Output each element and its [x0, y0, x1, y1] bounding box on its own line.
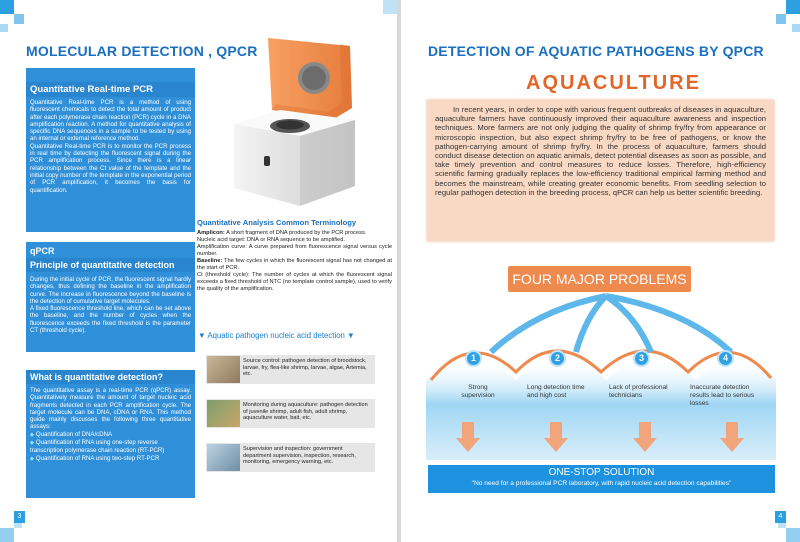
terminology-item: Ct (threshold cycle): The number of cycles at which the fluorescent signal exceeds a fixed threshold of NTC (no template control sample), used to verify the quality of the amplification.: [197, 272, 392, 292]
qpcr-paragraph: Quantitative Real-time PCR is to monitor the PCR process in real time by detecting the fluorescent signal during the PCR amplification process. Since there is a linear relationship between the Ct value of the template and the initial copy number of the template in the exponential period of PCR amplification, it becomes the basis for quantification.: [30, 142, 191, 194]
right-page-title: DETECTION OF AQUATIC PATHOGENS BY QPCR: [428, 43, 764, 59]
page-number-right: 4: [775, 511, 786, 523]
problem-number-badge: 4: [717, 350, 734, 367]
aquatic-item-supervision: Supervision and inspection: government department supervision, inspection, research, monitoring, emergency warning, etc.: [206, 443, 375, 472]
problem-number-badge: 2: [549, 350, 566, 367]
list-item: ◆ Quantification of RNA using one-step reverse transcription polymerase chain reaction (RT-PCR): [30, 439, 165, 455]
corner-square: [0, 528, 14, 542]
bullet-icon: ◆: [30, 440, 34, 447]
corner-square: [14, 14, 24, 24]
corner-square: [776, 14, 786, 24]
principle-paragraph: During the initial cycle of PCR, the fluorescent signal hardly changes, thus defining the baseline in the amplification curve. The increase in fluorescence beyond the baseline is the detection of cumulative target molecules.: [30, 276, 191, 305]
shrimp-photo: [207, 400, 240, 427]
corner-square: [786, 528, 800, 542]
corner-square: [786, 0, 800, 14]
aquatic-detection-heading: ▼ Aquatic pathogen nucleic acid detection ▼: [198, 331, 355, 340]
left-page-title: MOLECULAR DETECTION , QPCR: [26, 43, 258, 59]
principle-heading-2: Principle of quantitative detection: [26, 258, 195, 272]
problem-label: Long detection time and high cost: [527, 384, 585, 399]
terminology-item: Amplicon: A short fragment of DNA produced by the PCR process.: [197, 230, 367, 236]
corner-square: [792, 24, 800, 32]
what-panel: [26, 370, 195, 498]
bullet-icon: ◆: [30, 431, 34, 438]
qpcr-paragraph: Quantitative Real-time PCR is a method of using fluorescent chemicals to detect the total amount of product after each polymerase chain reaction (PCR) cycle in a DNA amplification reaction. A method for quantitative analysis of specific DNA sequences in a sample to be tested by using an internal or external reference method.: [30, 99, 191, 143]
problem-number-badge: 1: [465, 350, 482, 367]
corner-square: [383, 0, 397, 14]
page-number-left: 3: [14, 511, 25, 523]
qpcr-heading: Quantitative Real-time PCR: [26, 82, 195, 97]
four-problems-banner: FOUR MAJOR PROBLEMS: [508, 266, 691, 292]
principle-panel: [26, 242, 195, 352]
left-page: [0, 0, 397, 542]
larvae-photo: [207, 356, 240, 383]
problem-label: Strong supervision: [461, 384, 495, 399]
water-background: [426, 290, 776, 460]
terminology-item: Amplification curve: A curve prepared from fluorescence signal versus cycle number.: [197, 244, 392, 257]
corner-square: [0, 24, 8, 32]
terminology-item: Nucleic acid target: DNA or RNA sequence to be amplified.: [197, 237, 345, 243]
problem-label: Inaccurate detection results lead to serious losses: [690, 384, 755, 407]
terminology-section: [197, 218, 392, 293]
what-heading: What is quantitative detection?: [26, 370, 195, 384]
aquaculture-intro-text: In recent years, in order to cope with various frequent outbreaks of diseases in aquaculture, aquaculture farmers have continuously improved their aquaculture awareness and inspection techniques. More farmers are not only judging the quality of shrimp fry/fry from appearance or microscopic inspection, but also expect shrimp fry/fry to be free of pathogens, or know the pathogen-carrying amount of shrimp fry/fry. In the process of aquaculture, farmers should conduct disease detection on aquatic animals, detect potential diseases as soon as possible, and take timely prevention and control measures to reduce losses. Therefore, high-efficiency scientific farming gradually replaces the low-efficiency traditional empirical farming method and becomes the mainstream, while creating greater economic benefits. From seedling selection to regular pathogen detection in the breeding process, qPCR can help us better scientific breeding.: [435, 105, 766, 197]
solution-text: "No need for a professional PCR laboratory, with rapid nucleic acid detection capabilities": [471, 480, 732, 487]
list-item: ◆ Quantification of DNA/cDNA: [30, 430, 113, 438]
assay-list: [26, 431, 195, 463]
aquatic-item-monitoring: Monitoring during aquaculture: pathogen detection of juvenile shrimp, adult fish, adult shrimp, aquaculture water, bait, etc.: [206, 399, 375, 428]
solution-title: ONE-STOP SOLUTION: [548, 467, 655, 478]
aquaculture-banner: AQUACULTURE: [526, 72, 701, 94]
problem-number-badge: 3: [633, 350, 650, 367]
principle-heading-1: qPCR: [30, 246, 55, 256]
terminology-heading: Quantitative Analysis Common Terminology: [197, 218, 357, 227]
aquaculture-intro-box: [427, 100, 774, 241]
what-paragraph: The quantitative assay is a real-time PCR (qPCR) assay. Quantitatively measure the amount of target nucleic acid fragments detected in each PCR amplification cycle. The target molecule can be DNA, cDNA or RNA. This method guide mainly discusses the following three quantitative assays:: [30, 387, 191, 431]
terminology-item: Baseline: The few cycles in which the fluorescent signal has not changed at the start of PCR.: [197, 258, 392, 271]
qpcr-panel: [26, 68, 195, 232]
principle-paragraph: A fixed fluorescence threshold line, which can be set above the baseline, and the number of cycles when the fluorescence exceeds the fixed threshold is the parameter CT (threshold cycle).: [30, 305, 191, 335]
aquatic-item-source-control: Source control: pathogen detection of broodstock, larvae, fry, flea-like shrimp, larvae, algae, Artemia, etc.: [206, 355, 375, 384]
pcr-machine-image: [220, 28, 370, 218]
bullet-icon: ◆: [30, 455, 34, 462]
problem-label: Lack of professional technicians: [609, 384, 668, 399]
corner-square: [0, 0, 14, 14]
list-item: ◆ Quantification of RNA using two-step RT-PCR: [30, 454, 160, 462]
right-page: [401, 0, 800, 542]
laboratory-photo: [207, 444, 240, 471]
one-stop-solution-box: [428, 465, 775, 493]
